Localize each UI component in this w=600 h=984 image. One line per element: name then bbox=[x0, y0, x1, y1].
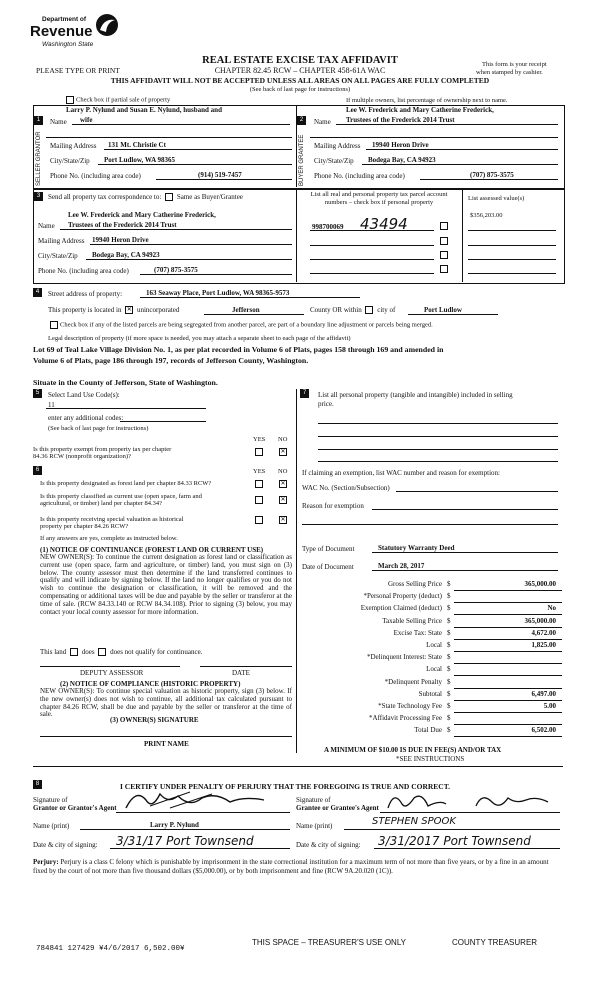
grantee-name[interactable]: STEPHEN SPOOK bbox=[372, 816, 456, 827]
parcel-number[interactable]: 998700069 bbox=[312, 223, 344, 231]
buyer-name-2[interactable]: Trustees of the Frederick 2014 Trust bbox=[346, 116, 455, 124]
fee-row bbox=[302, 617, 562, 628]
exemption-label: If claiming an exemption, list WAC number and reason for exemption: bbox=[302, 469, 500, 477]
form-chapter: CHAPTER 82.45 RCW – CHAPTER 458-61A WAC bbox=[214, 66, 386, 75]
assessed-value[interactable]: $356,203.00 bbox=[470, 212, 503, 219]
parcel-handwritten: 43494 bbox=[360, 215, 408, 233]
assessed-header: List assessed value(s) bbox=[468, 195, 525, 202]
sec5-no-label: NO bbox=[278, 436, 288, 443]
county-treasurer-label: COUNTY TREASURER bbox=[452, 938, 538, 947]
grantor-signature bbox=[120, 786, 270, 814]
grantor-date-city[interactable]: 3/31/17 Port Townsend bbox=[116, 834, 254, 848]
fee-underline bbox=[454, 602, 562, 603]
seller-name-label: Name bbox=[50, 118, 67, 126]
notice-continuance-body: NEW OWNER(S): To continue the current designation as forest land or classification as current use (open space, farm and agriculture, or timber) land, you must sign on (3) below. The county assessor must then determine if the land transferred continues to qualify and will indicate by signing below. If the land no longer qualifies or you do not wish to continue the designation or classification, it will be removed and the compensating or additional taxes will be due and payable by the seller or transferor at the time of sale. (RCW 84.33.140 or RCW 84.34.108). Prior to signing (3) below, you may contact your local county assessor for more information. bbox=[40, 553, 292, 616]
seller-name-2[interactable]: wife bbox=[80, 116, 93, 124]
fee-label: Taxable Selling Price bbox=[382, 616, 442, 625]
historic-yes-checkbox[interactable] bbox=[255, 516, 263, 524]
logo-dept: Department of bbox=[42, 16, 87, 23]
county-or-label: County OR within bbox=[310, 306, 362, 314]
continuance-row bbox=[40, 648, 202, 656]
forest-yes-checkbox[interactable] bbox=[255, 480, 263, 488]
forest-question: Is this property designated as forest land per chapter 84.33 RCW? bbox=[40, 480, 212, 487]
exemption-reason-label: Reason for exemption bbox=[302, 502, 364, 510]
grantee-sig-label-1: Signature of bbox=[296, 796, 331, 804]
send-correspondence-row bbox=[48, 193, 243, 201]
fee-currency: $ bbox=[447, 665, 451, 674]
additional-codes-label: enter any additional codes: bbox=[48, 414, 124, 422]
fee-currency: $ bbox=[447, 726, 451, 735]
seller-mailing-label: Mailing Address bbox=[50, 142, 97, 150]
fee-row bbox=[302, 702, 562, 713]
sec5-yes-label: YES bbox=[253, 436, 266, 443]
fee-amount[interactable]: 6,502.00 bbox=[531, 726, 556, 735]
fee-row bbox=[302, 629, 562, 640]
revenue-logo bbox=[30, 12, 120, 52]
minimum-note: A MINIMUM OF $10.00 IS DUE IN FEE(S) AND/OR TAX bbox=[324, 746, 502, 754]
fee-underline bbox=[454, 712, 562, 713]
current-use-question-2: agricultural, or timber) land per chapter 84.34? bbox=[40, 500, 163, 507]
land-use-see-back: (See back of last page for instructions) bbox=[48, 425, 149, 432]
seller-phone-label: Phone No. (including area code) bbox=[50, 172, 141, 180]
seller-name-1[interactable]: Larry P. Nylund and Susan E. Nylund, husband and bbox=[66, 106, 222, 114]
fee-label: *Personal Property (deduct) bbox=[363, 592, 442, 601]
fee-underline bbox=[454, 639, 562, 640]
fee-label: Local bbox=[426, 665, 442, 674]
logo-name: Revenue bbox=[30, 23, 93, 40]
fee-underline bbox=[454, 688, 562, 689]
current-use-no-checkbox[interactable]: ✕ bbox=[280, 496, 286, 504]
fee-amount[interactable]: 4,672.00 bbox=[531, 628, 556, 637]
city-of-checkbox[interactable] bbox=[365, 306, 373, 314]
notice-compliance-title: (2) NOTICE OF COMPLIANCE (HISTORIC PROPERTY) bbox=[60, 680, 241, 688]
parcel-1-personal-checkbox[interactable] bbox=[440, 222, 448, 230]
fee-underline bbox=[454, 700, 562, 701]
section-number-6: 6 bbox=[33, 466, 42, 475]
see-back-note: (See back of last page for instructions) bbox=[249, 86, 351, 93]
segregated-checkbox[interactable] bbox=[50, 321, 58, 329]
notice-compliance-body: NEW OWNER(S): To continue special valuation as historic property, sign (3) below. If the new owner(s) does not wish to continue, all additional tax calculated pursuant to chapter 84.26 RCW, shall be due and payable by the seller or transferor at the time of sale. bbox=[40, 687, 292, 719]
this-land-label: This land bbox=[40, 648, 67, 656]
section-number-4: 4 bbox=[33, 288, 42, 297]
fee-underline bbox=[454, 651, 562, 652]
fee-currency: $ bbox=[447, 592, 451, 601]
exempt-no-checkbox[interactable]: ✕ bbox=[280, 448, 286, 456]
unincorporated-checkbox[interactable]: ✕ bbox=[126, 306, 132, 314]
tax-name-label: Name bbox=[38, 222, 55, 230]
logo-swoosh-icon bbox=[94, 12, 120, 38]
grantee-name-label: Name (print) bbox=[296, 822, 333, 830]
fee-label: *Affidavit Processing Fee bbox=[369, 714, 442, 723]
fee-underline bbox=[454, 663, 562, 664]
grantor-sig-label-2: Grantor or Grantor's Agent bbox=[33, 804, 117, 812]
land-use-label: Select Land Use Code(s): bbox=[48, 391, 120, 399]
notice-continuance-title: (1) NOTICE OF CONTINUANCE (FOREST LAND OR CURRENT USE) bbox=[40, 546, 264, 554]
seller-mailing[interactable]: 131 Mt. Christie Ct bbox=[108, 141, 166, 149]
located-label: This property is located in bbox=[48, 306, 122, 314]
fee-row bbox=[302, 604, 562, 615]
fee-currency: $ bbox=[447, 677, 451, 686]
fee-label: Subtotal bbox=[418, 689, 442, 698]
fee-underline bbox=[454, 724, 562, 725]
receipt-note-1: This form is your receipt bbox=[482, 61, 547, 68]
tax-name-2[interactable]: Trustees of the Frederick 2014 Trust bbox=[68, 221, 177, 229]
fee-currency: $ bbox=[447, 628, 451, 637]
seller-phone[interactable]: (914) 519-7457 bbox=[198, 171, 242, 179]
deputy-date-label: DATE bbox=[232, 669, 250, 677]
exempt-question-1: Is this property exempt from property tax per chapter bbox=[33, 446, 172, 453]
fee-label: *State Technology Fee bbox=[378, 702, 442, 710]
parcel-header: List all real and personal property tax parcel account numbers – check box if personal property bbox=[310, 191, 448, 206]
grantee-date-label: Date & city of signing: bbox=[296, 841, 361, 849]
see-instructions-note: *SEE INSTRUCTIONS bbox=[396, 755, 465, 763]
buyer-mailing[interactable]: 19940 Heron Drive bbox=[372, 141, 429, 149]
perjury-text: Perjury is a class C felony which is punishable by imprisonment in the state correctional institution for a maximum term of not more than five years, or by a fine in an amount fixed by the court of not more than five thousand dollars ($5,000.00), or by both imprisonment and fine (RCW 9A.20.020 (1C)). bbox=[33, 858, 549, 875]
grantor-sig-label-1: Signature of bbox=[33, 796, 68, 804]
fee-label: *Delinquent Penalty bbox=[384, 677, 442, 686]
county-value[interactable]: Jefferson bbox=[232, 306, 260, 314]
if-yes-note: If any answers are yes, complete as instructed below. bbox=[40, 535, 178, 542]
tax-mailing-label: Mailing Address bbox=[38, 237, 85, 245]
current-use-yes-checkbox[interactable] bbox=[255, 496, 263, 504]
exempt-yes-checkbox[interactable] bbox=[255, 448, 263, 456]
fee-currency: $ bbox=[447, 616, 451, 625]
fee-amount[interactable]: No bbox=[547, 604, 556, 613]
deputy-assessor-label: DEPUTY ASSESSOR bbox=[80, 669, 144, 677]
section-number-3: 3 bbox=[34, 192, 43, 201]
personal-property-label-1: List all personal property (tangible and intangible) included in selling bbox=[318, 391, 513, 399]
doc-date-label: Date of Document bbox=[302, 563, 354, 571]
fee-row bbox=[302, 592, 562, 603]
form-title: REAL ESTATE EXCISE TAX AFFIDAVIT bbox=[202, 55, 398, 66]
fee-row bbox=[302, 665, 562, 676]
parcel-3-personal-checkbox[interactable] bbox=[440, 251, 448, 259]
tax-phone[interactable]: (707) 875-3575 bbox=[154, 266, 198, 274]
tax-mailing[interactable]: 19940 Heron Drive bbox=[92, 236, 149, 244]
fee-currency: $ bbox=[447, 702, 451, 710]
treasurer-use-only: THIS SPACE – TREASURER'S USE ONLY bbox=[252, 938, 407, 947]
send-correspondence-label: Send all property tax correspondence to: bbox=[48, 193, 162, 201]
fee-row bbox=[302, 678, 562, 689]
seller-city[interactable]: Port Ludlow, WA 98365 bbox=[104, 156, 176, 164]
certify-statement: I CERTIFY UNDER PENALTY OF PERJURY THAT THE FOREGOING IS TRUE AND CORRECT. bbox=[120, 782, 451, 791]
fee-row bbox=[302, 653, 562, 664]
buyer-phone[interactable]: (707) 875-3575 bbox=[470, 171, 514, 179]
fee-row bbox=[302, 714, 562, 725]
legal-description-2[interactable]: Volume 6 of Plats, page 186 through 197, records of Jefferson County, Washington. bbox=[33, 356, 309, 365]
city-of-label: city of bbox=[377, 306, 396, 314]
segregated-label: Check box if any of the listed parcels are being segregated from another parcel, are part of a boundary line adjustment or parcels being merged. bbox=[60, 321, 433, 329]
fee-amount[interactable]: 365,000.00 bbox=[524, 580, 556, 588]
land-does-checkbox[interactable] bbox=[70, 648, 78, 656]
fee-label: Excise Tax: State bbox=[393, 628, 442, 637]
section-number-8: 8 bbox=[33, 780, 42, 789]
seller-city-label: City/State/Zip bbox=[50, 157, 90, 165]
fee-amount[interactable]: 1,825.00 bbox=[531, 641, 556, 649]
buyer-phone-label: Phone No. (including area code) bbox=[314, 172, 405, 180]
buyer-name-1[interactable]: Lee W. Frederick and Mary Catherine Frederick, bbox=[346, 106, 494, 114]
buyer-city-label: City/State/Zip bbox=[314, 157, 354, 165]
owner-signature-label: (3) OWNER(S) SIGNATURE bbox=[110, 716, 199, 724]
land-use-code[interactable]: 11 bbox=[48, 401, 55, 409]
tax-city[interactable]: Bodega Bay, CA 94923 bbox=[92, 251, 160, 259]
street-label: Street address of property: bbox=[48, 290, 123, 298]
does-not-label: does not qualify for continuance. bbox=[110, 648, 203, 656]
logo-state: Washington State bbox=[42, 41, 94, 48]
tax-city-label: City/State/Zip bbox=[38, 252, 78, 260]
grantee-date-city[interactable]: 3/31/2017 Port Townsend bbox=[378, 834, 531, 848]
grantor-date-label: Date & city of signing: bbox=[33, 841, 98, 849]
multiple-owners-note: If multiple owners, list percentage of ownership next to name. bbox=[346, 97, 508, 104]
grantor-name-label: Name (print) bbox=[33, 822, 70, 830]
fee-label: Exemption Claimed (deduct) bbox=[360, 604, 442, 613]
perjury-note bbox=[33, 858, 563, 876]
same-as-buyer-label: Same as Buyer/Grantee bbox=[176, 193, 243, 201]
historic-question-2: property per chapter 84.26 RCW? bbox=[40, 523, 129, 530]
fee-amount[interactable]: 5.00 bbox=[543, 702, 556, 710]
buyer-city[interactable]: Bodega Bay, CA 94923 bbox=[368, 156, 436, 164]
doc-type-label: Type of Document bbox=[302, 545, 355, 553]
forest-no-checkbox[interactable]: ✕ bbox=[280, 480, 286, 488]
doc-type[interactable]: Statutory Warranty Deed bbox=[378, 544, 455, 552]
fee-underline bbox=[454, 675, 562, 676]
sec6-yes-label: YES bbox=[253, 468, 266, 475]
legal-description-label: Legal description of property (if more space is needed, you may attach a separate sheet to each page of the affidavit) bbox=[48, 335, 351, 342]
type-or-print: PLEASE TYPE OR PRINT bbox=[36, 66, 120, 75]
buyer-name-label: Name bbox=[314, 118, 331, 126]
fee-currency: $ bbox=[447, 653, 451, 662]
fee-currency: $ bbox=[447, 689, 451, 698]
doc-date[interactable]: March 28, 2017 bbox=[378, 562, 425, 570]
receipt-note-2: when stamped by cashier. bbox=[476, 69, 543, 76]
partial-sale-label: Check box if partial sale of property bbox=[76, 96, 171, 104]
perjury-label: Perjury: bbox=[33, 858, 59, 866]
wac-label: WAC No. (Section/Subsection) bbox=[302, 484, 390, 492]
land-does-not-checkbox[interactable] bbox=[98, 648, 106, 656]
sec6-no-label: NO bbox=[278, 468, 288, 475]
buyer-mailing-label: Mailing Address bbox=[314, 142, 361, 150]
grantor-name[interactable]: Larry P. Nylund bbox=[150, 821, 199, 829]
property-street[interactable]: 163 Seaway Place, Port Ludlow, WA 98365-9573 bbox=[146, 289, 290, 297]
grantee-sig-label-2: Grantee or Grantee's Agent bbox=[296, 804, 379, 812]
fee-label: Local bbox=[426, 641, 442, 649]
county-or-row bbox=[310, 306, 395, 314]
fee-underline bbox=[454, 614, 562, 615]
print-name-label: PRINT NAME bbox=[144, 740, 189, 748]
fee-underline bbox=[454, 736, 562, 737]
historic-no-checkbox[interactable]: ✕ bbox=[280, 516, 286, 524]
historic-question-1: Is this property receiving special valuation as historical bbox=[40, 516, 184, 523]
fee-label: Total Due bbox=[414, 726, 442, 735]
fee-row bbox=[302, 726, 562, 737]
fee-row bbox=[302, 580, 562, 591]
seller-grantor-label: SELLER GRANTOR bbox=[36, 131, 42, 186]
fee-underline bbox=[454, 590, 562, 591]
partial-sale-row bbox=[64, 96, 170, 104]
fee-amount[interactable]: 365,000.00 bbox=[524, 616, 556, 625]
fee-currency: $ bbox=[447, 604, 451, 613]
buyer-grantee-label: BUYER GRANTEE bbox=[299, 134, 305, 186]
located-row bbox=[48, 306, 179, 314]
fee-row bbox=[302, 690, 562, 701]
fee-underline bbox=[454, 627, 562, 628]
same-as-buyer-checkbox[interactable] bbox=[165, 193, 173, 201]
fee-currency: $ bbox=[447, 714, 451, 723]
tax-name-1[interactable]: Lee W. Frederick and Mary Catherine Frederick, bbox=[68, 211, 216, 219]
section-number-5: 5 bbox=[33, 389, 42, 398]
does-label: does bbox=[81, 648, 95, 656]
grantee-signature bbox=[384, 788, 554, 814]
fee-currency: $ bbox=[447, 580, 451, 588]
fee-row bbox=[302, 641, 562, 652]
parcel-4-personal-checkbox[interactable] bbox=[440, 265, 448, 273]
fee-label: Gross Selling Price bbox=[387, 580, 442, 588]
exempt-question-2: 84.36 RCW (nonprofit organization)? bbox=[33, 453, 131, 460]
cashier-stamp: 784841 127429 ¥4/6/2017 6,502.00¥ bbox=[36, 945, 185, 953]
personal-property-label-2: price. bbox=[318, 400, 334, 408]
section-number-1: 1 bbox=[34, 116, 43, 125]
legal-description-1[interactable]: Lot 69 of Teal Lake Village Division No. 1, as per plat recorded in Volume 6 of Plats, pages 158 through 169 and amended in bbox=[33, 345, 444, 354]
segregated-row bbox=[48, 321, 433, 329]
section-number-7: 7 bbox=[300, 389, 309, 398]
fee-amount[interactable]: 6,497.00 bbox=[531, 689, 556, 698]
city-value[interactable]: Port Ludlow bbox=[424, 306, 462, 314]
fee-currency: $ bbox=[447, 641, 451, 649]
unincorporated-label: unincorporated bbox=[136, 306, 180, 314]
tax-phone-label: Phone No. (including area code) bbox=[38, 267, 129, 275]
partial-sale-checkbox[interactable] bbox=[66, 96, 74, 104]
legal-description-3[interactable]: Situate in the County of Jefferson, State of Washington. bbox=[33, 378, 218, 387]
section-number-2: 2 bbox=[297, 116, 306, 125]
current-use-question-1: Is this property classified as current use (open space, farm and bbox=[40, 493, 202, 500]
parcel-2-personal-checkbox[interactable] bbox=[440, 237, 448, 245]
form-warning: THIS AFFIDAVIT WILL NOT BE ACCEPTED UNLESS ALL AREAS ON ALL PAGES ARE FULLY COMPLETED bbox=[110, 76, 490, 85]
fee-label: *Delinquent Interest: State bbox=[366, 653, 442, 662]
